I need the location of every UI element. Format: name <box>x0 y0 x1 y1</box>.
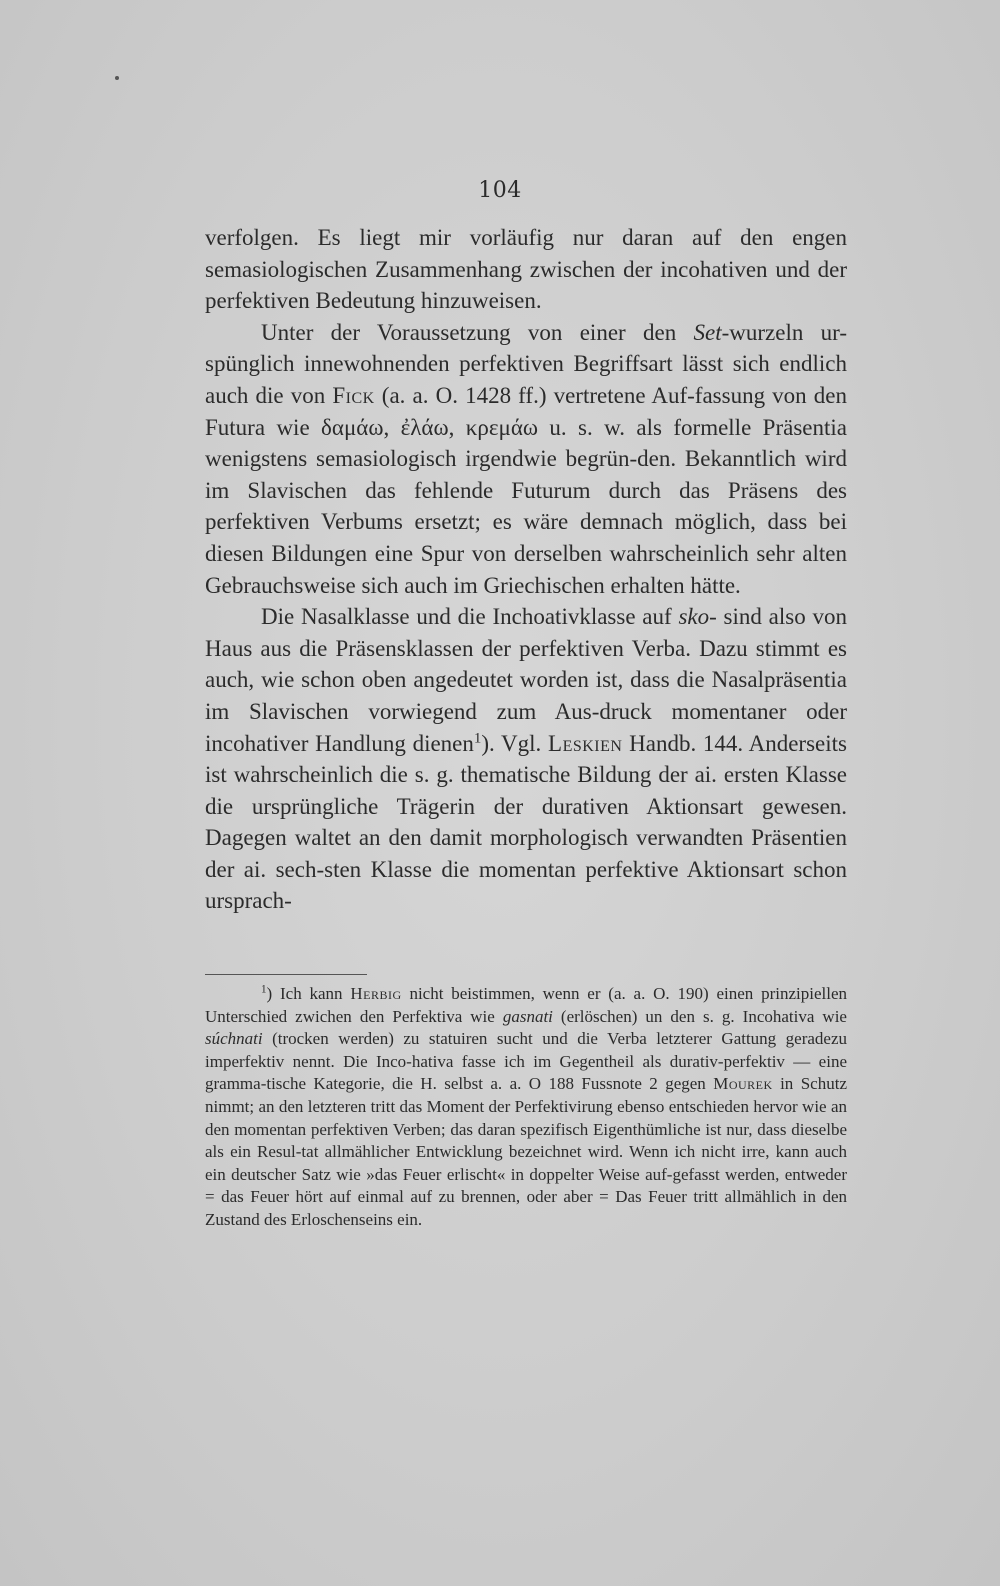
paragraph-3-part-b: sind also von Haus aus die Präsensklassen der perfektiven Verba. Dazu stimmt es auch, wie schon oben angedeutet worden ist, dass die Nasalpräsentia im Slavischen vorwiegend zum Aus-druck momentaner oder incohativer Handlung dienen <box>205 604 847 756</box>
footnote-divider <box>205 974 367 975</box>
set-term: Set <box>693 319 722 345</box>
footnote-part-e: in Schutz nimmt; an den letzteren tritt das Moment der Perfektivirung ebenso entschieden hervor wie an den momentan perfektiven Verben; das daran spezifisch Eigenthümliche ist nur, dass dieselbe als ein Resul-tat allmählicher Entwicklung bezeichnet wird. Wenn ich nicht irre, kann auch ein deutscher Satz wie »das Feuer erlischt« in doppelter Weise auf-gefasst werden, entweder = das Feuer hört auf einmal auf zu brennen, oder aber = Das Feuer tritt allmählich in den Zustand des Erloschenseins ein. <box>205 1074 847 1229</box>
paragraph-3 <box>205 601 847 917</box>
footnotes <box>205 983 847 1232</box>
sko-term: sko- <box>678 604 717 630</box>
paragraph-3-part-d: Handb. 144. Anderseits ist wahrscheinlich die s. g. thematische Bildung der ai. ersten Klasse die ursprüngliche Trägerin der durativen Aktionsart gewesen. Dagegen waltet an den damit morphologisch verwandten Präsentien der ai. sech-sten Klasse die momentan perfektive Aktionsart schon ursprach- <box>205 730 847 914</box>
paragraph-2-part-a: Unter der Voraussetzung von einer den <box>261 319 694 345</box>
paragraph-1 <box>205 222 847 317</box>
page-number: 104 <box>478 178 522 203</box>
footnote-mark: 1 <box>261 983 267 996</box>
author-fick: Fick <box>332 382 375 408</box>
footnote-part-c: (erlöschen) un den s. g. Incohativa wie <box>552 1006 847 1026</box>
main-text <box>205 222 847 917</box>
paragraph-2 <box>205 317 847 601</box>
author-herbig: Herbig <box>350 984 402 1003</box>
footnote-part-a: ) Ich kann <box>266 984 351 1003</box>
term-suchnati: súchnati <box>205 1029 263 1049</box>
paragraph-2-part-c: (a. a. O. 1428 ff.) vertretene Auf-fassung von den Futura wie δαμάω, ἐλάω, κρεμάω u. s. w. als formelle Präsentia wenigstens semasiologisch irgendwie begrün-den. Bekanntlich wird im Slavischen das fehlende Futurum durch das Präsens des perfektiven Verbums ersetzt; es wäre demnach möglich, dass bei diesen Bildungen eine Spur von derselben wahrscheinlich sehr alten Gebrauchsweise sich auch im Griechischen erhalten hätte. <box>205 382 847 598</box>
term-gasnati: gasnati <box>502 1006 553 1026</box>
footnote-part-d: (trocken werden) zu statuiren sucht und die Verba letzterer Gattung geradezu imperfektiv nennt. Die Inco-hativa fasse ich im Gegentheil als durativ-perfektiv — eine gramma-tische Kategorie, die H. selbst a. a. O 188 Fussnote 2 gegen <box>205 1029 847 1094</box>
paragraph-3-part-c: ). Vgl. <box>481 730 549 756</box>
paragraph-1-text: verfolgen. Es liegt mir vorläufig nur daran auf den engen semasiologischen Zusammenhang zwischen der incohativen und der perfektiven Bedeutung hinzuweisen. <box>205 225 847 314</box>
paragraph-2-part-b: -wurzeln ur-spünglich innewohnenden perfektiven Begriffsart lässt sich endlich auch die von <box>205 319 847 408</box>
paragraph-3-part-a: Die Nasalklasse und die Inchoativklasse auf <box>261 604 679 630</box>
footnote-1 <box>205 983 847 1232</box>
scan-speck <box>115 76 119 80</box>
footnote-reference: 1 <box>473 729 482 746</box>
footnote-part-b: nicht beistimmen, wenn er (a. a. O. 190) einen prinzipiellen Unterschied zwichen den Perfektiva wie <box>205 984 847 1026</box>
author-mourek: Mourek <box>713 1074 773 1094</box>
author-leskien: Leskien <box>548 730 623 756</box>
